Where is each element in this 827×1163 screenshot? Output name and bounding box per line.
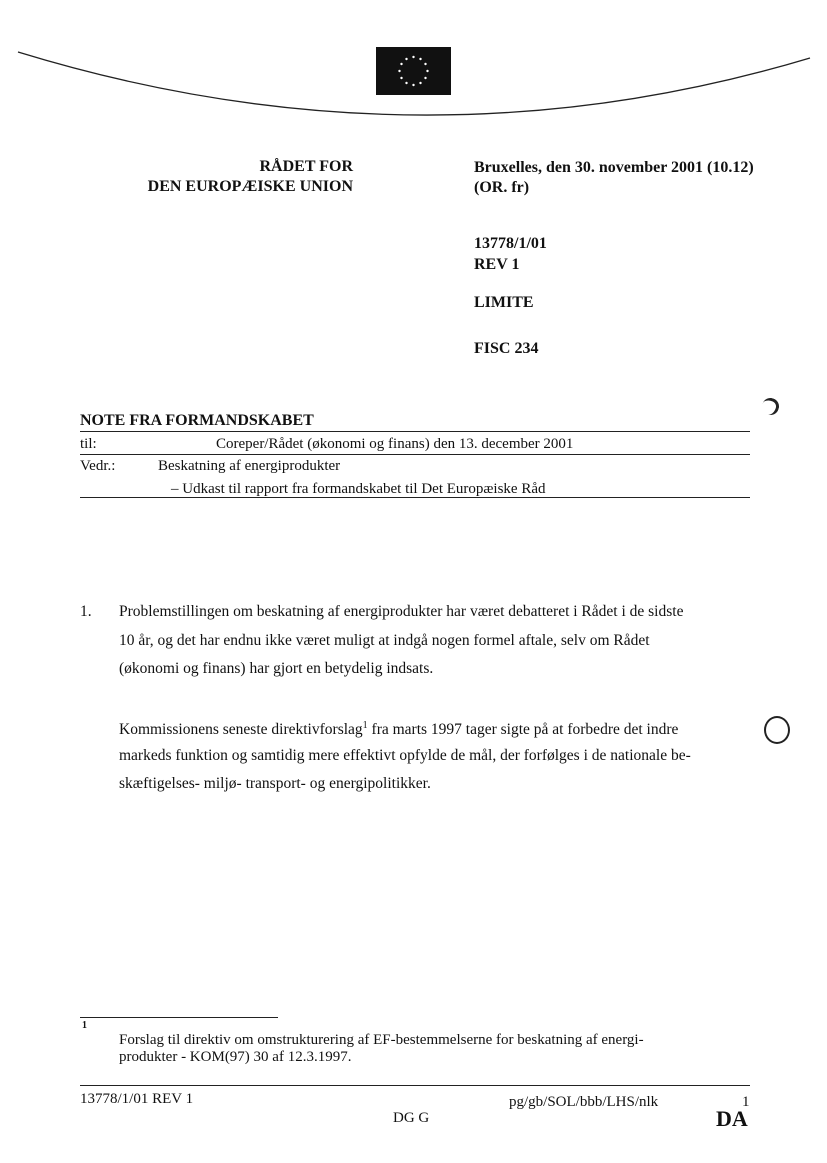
paragraph-line: (økonomi og finans) har gjort en betydelig indsats. (119, 660, 434, 677)
directorate-general: DG G (393, 1110, 430, 1126)
revision: REV 1 (474, 256, 520, 273)
paragraph-text: fra marts 1997 tager sigte på at forbedre det indre (367, 721, 679, 739)
footnote-number: 1 (82, 1020, 87, 1031)
paragraph-line: 10 år, og det har endnu ikke været muligt at indgå nogen formel aftale, selv om Rådet (119, 632, 650, 649)
note-title: NOTE FRA FORMANDSKABET (80, 412, 314, 429)
divider (80, 497, 750, 498)
paragraph-line: markeds funktion og samtidig mere effektivt opfylde de mål, der forfølges i de nationale be- (119, 747, 691, 764)
paragraph-line: skæftigelses- miljø- transport- og energipolitikker. (119, 775, 431, 792)
subject-line1: Beskatning af energiprodukter (158, 458, 341, 474)
to-value: Coreper/Rådet (økonomi og finans) den 13. december 2001 (216, 436, 574, 452)
divider (80, 454, 750, 455)
classification: LIMITE (474, 294, 534, 311)
eu-flag-icon (376, 47, 451, 95)
council-name-line2: DEN EUROPÆISKE UNION (147, 178, 353, 195)
paragraph-line: Problemstillingen om beskatning af energiprodukter har været debatteret i Rådet i de sidste (119, 603, 684, 620)
punch-hole-mark (760, 396, 782, 418)
footer-doc-ref: 13778/1/01 REV 1 (80, 1091, 194, 1107)
punch-hole-mark (764, 716, 790, 744)
to-label: til: (80, 436, 97, 452)
paragraph-text: Kommissionens seneste direktivforslag (119, 721, 363, 739)
paragraph-line (119, 712, 678, 744)
item-number: 1. (80, 603, 92, 620)
language-code: DA (716, 1106, 748, 1131)
council-name-line1: RÅDET FOR (259, 158, 353, 175)
footnote-text: Forslag til direktiv om omstrukturering af EF-bestemmelserne for beskatning af energi- (119, 1032, 644, 1048)
footnote-reference: 1 (362, 720, 368, 731)
divider (80, 431, 750, 432)
footnote-text: produkter - KOM(97) 30 af 12.3.1997. (119, 1049, 352, 1065)
page-number: 1 (742, 1094, 750, 1110)
document-number: 13778/1/01 (474, 235, 547, 252)
footer-initials: pg/gb/SOL/bbb/LHS/nlk (509, 1094, 659, 1110)
footnote-divider (80, 1017, 278, 1018)
subject-label: Vedr.: (80, 458, 116, 474)
subject-line2: – Udkast til rapport fra formandskabet til Det Europæiske Råd (171, 481, 546, 497)
file-code: FISC 234 (474, 340, 539, 357)
place-date: Bruxelles, den 30. november 2001 (10.12) (474, 159, 754, 176)
original-language: (OR. fr) (474, 179, 530, 196)
footer-divider (80, 1085, 750, 1086)
